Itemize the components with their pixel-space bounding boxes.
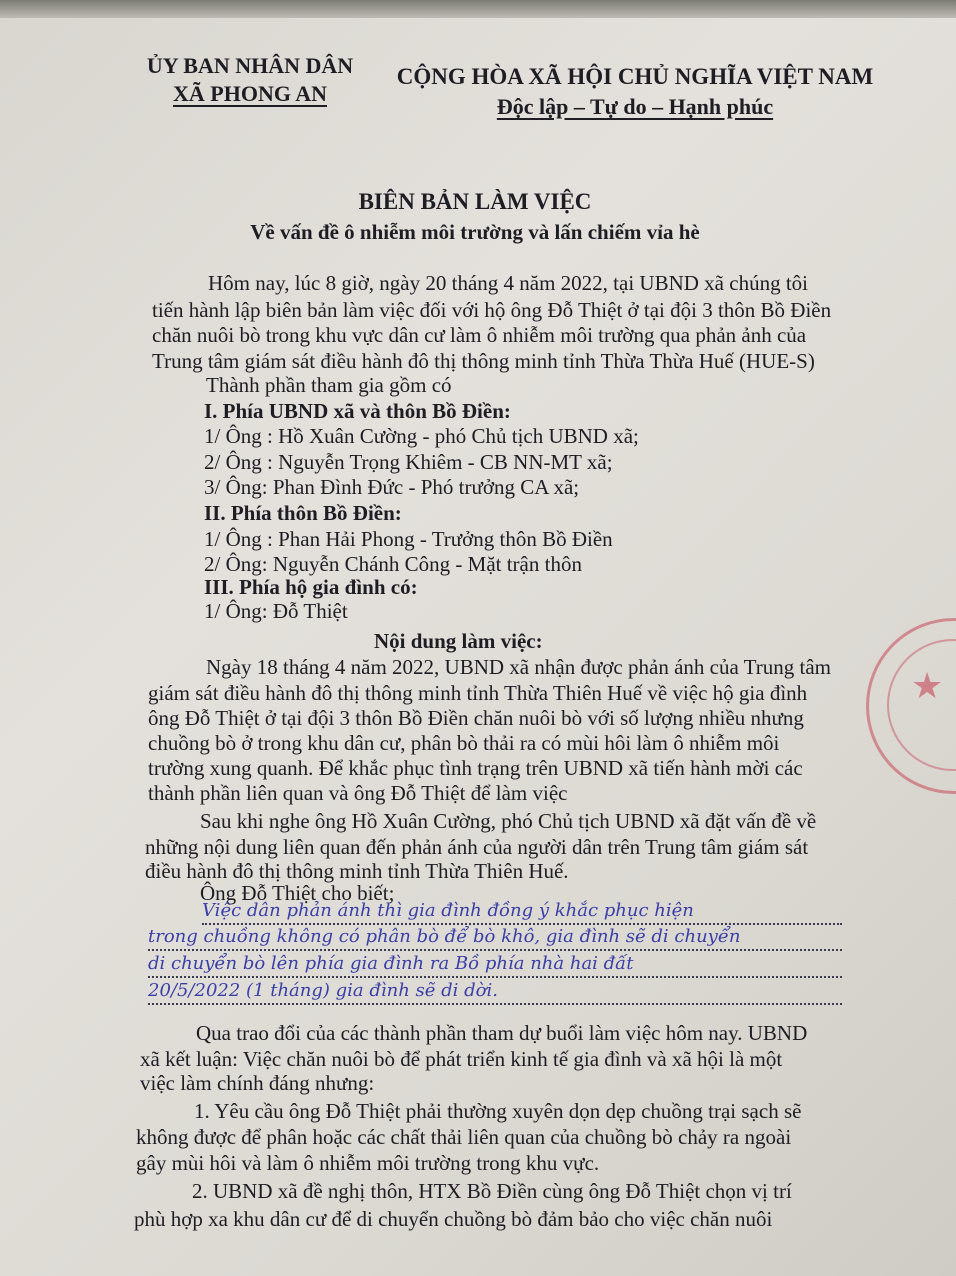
statement-label: Ông Đỗ Thiệt cho biết; [200, 881, 395, 905]
body-line: thành phần liên quan và ông Đỗ Thiệt để làm việc [148, 781, 568, 805]
national-motto: Độc lập – Tự do – Hạnh phúc [496, 94, 774, 119]
conclusion-line: 1. Yêu cầu ông Đỗ Thiệt phải thường xuyên dọn dẹp chuồng trại sạch sẽ [194, 1099, 802, 1123]
handwritten-line: 20/5/2022 (1 tháng) gia đình sẽ di dời. [148, 980, 842, 1005]
org-line-1: ỦY BAN NHÂN DÂN [146, 53, 354, 78]
intro-line: Trung tâm giám sát điều hành đô thị thông minh tỉnh Thừa Thừa Huế (HUE-S) [152, 349, 815, 373]
conclusion-line: gây mùi hôi và làm ô nhiễm môi trường trong khu vực. [136, 1151, 600, 1175]
participants-intro: Thành phần tham gia gồm có [206, 373, 452, 397]
conclusion-line: 2. UBND xã đề nghị thôn, HTX Bồ Điền cùng ông Đỗ Thiệt chọn vị trí [192, 1179, 792, 1203]
page-top-edge [0, 0, 956, 18]
body-line: Ngày 18 tháng 4 năm 2022, UBND xã nhận được phản ánh của Trung tâm [206, 655, 831, 679]
content-heading: Nội dung làm việc: [374, 629, 543, 653]
section-2-heading: II. Phía thôn Bồ Điền: [204, 501, 402, 525]
participant-item: 1/ Ông : Hồ Xuân Cường - phó Chủ tịch UBND xã; [204, 424, 639, 448]
document-subtitle: Về vấn đề ô nhiễm môi trường và lấn chiếm vỉa hè [250, 220, 700, 244]
body-line: những nội dung liên quan đến phản ánh của người dân trên Trung tâm giám sát [145, 835, 809, 859]
national-header [395, 62, 875, 122]
document-title: BIÊN BẢN LÀM VIỆC [358, 189, 592, 214]
participant-item: 1/ Ông : Phan Hải Phong - Trưởng thôn Bồ Điền [204, 527, 613, 551]
body-line: trường xung quanh. Để khắc phục tình trạng trên UBND xã tiến hành mời các [148, 756, 803, 780]
participant-item: 2/ Ông: Nguyễn Chánh Công - Mặt trận thôn [204, 552, 582, 576]
body-line: xã kết luận: Việc chăn nuôi bò để phát triển kinh tế gia đình và xã hội là một [140, 1047, 783, 1071]
participant-item: 2/ Ông : Nguyễn Trọng Khiêm - CB NN-MT xã; [204, 450, 613, 474]
section-3-heading: III. Phía hộ gia đình có: [204, 575, 418, 599]
body-line: ông Đỗ Thiệt ở tại đội 3 thôn Bồ Điền chăn nuôi bò với số lượng nhiều nhưng [148, 706, 804, 730]
intro-line: tiến hành lập biên bản làm việc đối với hộ ông Đỗ Thiệt ở tại đội 3 thôn Bồ Điền [152, 298, 832, 322]
intro-line: chăn nuôi bò trong khu vực dân cư làm ô nhiễm môi trường qua phản ảnh của [152, 323, 807, 347]
body-line: điều hành đô thị thông minh tỉnh Thừa Thiên Huế. [145, 859, 569, 883]
conclusion-line: phù hợp xa khu dân cư để di chuyển chuồng bò đảm bảo cho việc chăn nuôi [134, 1207, 773, 1231]
issuing-authority [140, 52, 360, 108]
conclusion-line: không được để phân hoặc các chất thải liên quan của chuồng bò chảy ra ngoài [136, 1125, 792, 1149]
intro-line: Hôm nay, lúc 8 giờ, ngày 20 tháng 4 năm 2022, tại UBND xã chúng tôi [208, 271, 808, 295]
section-1-heading: I. Phía UBND xã và thôn Bồ Điền: [204, 399, 511, 423]
star-icon: ★ [911, 666, 944, 706]
participant-item: 1/ Ông: Đỗ Thiệt [204, 599, 348, 623]
body-line: việc làm chính đáng nhưng: [140, 1071, 375, 1095]
handwritten-line: di chuyển bò lên phía gia đình ra Bồ phía nhà hai đất [148, 953, 842, 978]
body-line: Qua trao đổi của các thành phần tham dự buổi làm việc hôm nay. UBND [196, 1021, 808, 1045]
body-line: chuồng bò ở trong khu dân cư, phân bò thải ra có mùi hôi làm ô nhiễm môi [148, 731, 780, 755]
body-line: giám sát điều hành đô thị thông minh tỉnh Thừa Thiên Huế về việc hộ gia đình [148, 681, 808, 705]
handwritten-line: trong chuồng không có phân bò để bò khô, gia đình sẽ di chuyển [148, 926, 842, 951]
official-stamp [866, 618, 956, 794]
body-line: Sau khi nghe ông Hồ Xuân Cường, phó Chủ tịch UBND xã đặt vấn đề về [200, 809, 817, 833]
nation-name: CỘNG HÒA XÃ HỘI CHỦ NGHĨA VIỆT NAM [396, 64, 874, 89]
participant-item: 3/ Ông: Phan Đình Đức - Phó trưởng CA xã; [204, 475, 580, 499]
handwritten-line: Việc dân phản ánh thì gia đình đồng ý khắc phục hiện [202, 900, 842, 925]
org-line-2: XÃ PHONG AN [173, 81, 327, 106]
